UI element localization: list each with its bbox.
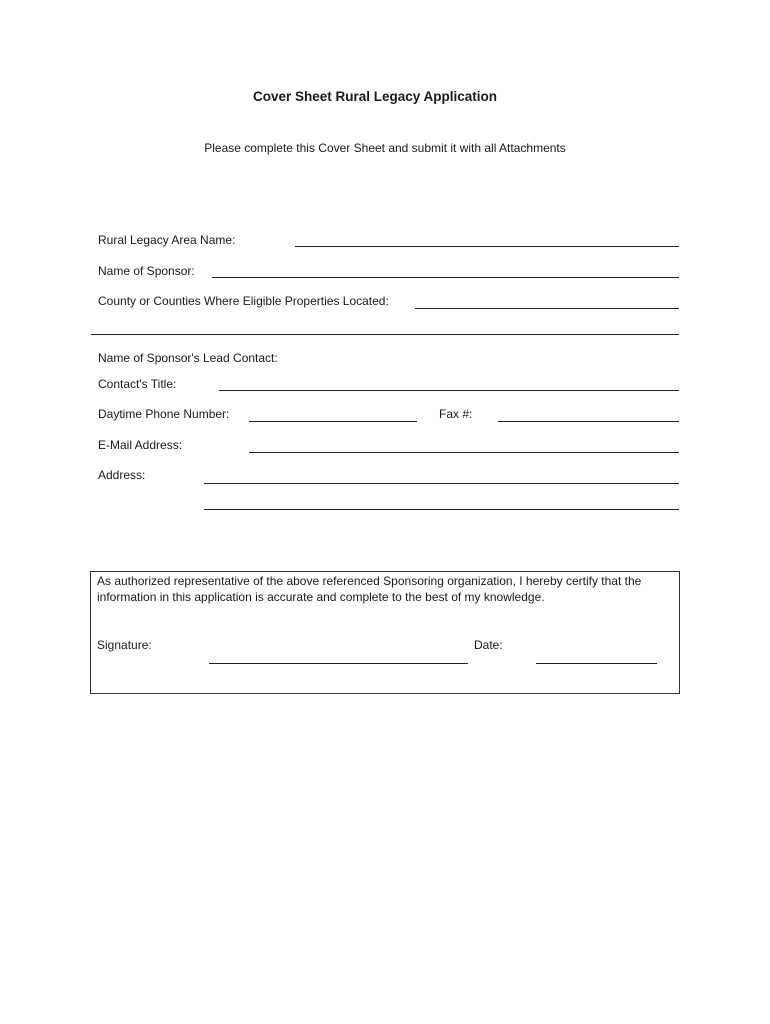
email-field[interactable] bbox=[249, 452, 679, 453]
area-name-label: Rural Legacy Area Name: bbox=[98, 233, 236, 247]
contact-title-label: Contact's Title: bbox=[98, 377, 177, 391]
page-subtitle: Please complete this Cover Sheet and submit it with all Attachments bbox=[204, 141, 566, 155]
contact-title-field[interactable] bbox=[219, 390, 679, 391]
date-label: Date: bbox=[474, 638, 503, 652]
date-field[interactable] bbox=[536, 663, 657, 664]
fax-label: Fax #: bbox=[439, 407, 473, 421]
certification-text: As authorized representative of the above referenced Sponsoring organization, I hereby certify that the information in this application is accurate and complete to the best of my knowledge. bbox=[97, 574, 642, 604]
section-divider bbox=[91, 334, 679, 335]
lead-contact-label: Name of Sponsor's Lead Contact: bbox=[98, 351, 278, 365]
fax-field[interactable] bbox=[498, 421, 679, 422]
area-name-field[interactable] bbox=[295, 246, 679, 247]
signature-label: Signature: bbox=[97, 638, 152, 652]
sponsor-label: Name of Sponsor: bbox=[98, 264, 195, 278]
county-label: County or Counties Where Eligible Properties Located: bbox=[98, 294, 389, 308]
sponsor-field[interactable] bbox=[212, 277, 679, 278]
address-field-line-2[interactable] bbox=[204, 509, 679, 510]
page-title: Cover Sheet Rural Legacy Application bbox=[252, 89, 498, 104]
signature-field[interactable] bbox=[209, 663, 468, 664]
email-label: E-Mail Address: bbox=[98, 438, 183, 452]
county-field[interactable] bbox=[415, 308, 679, 309]
address-field-line-1[interactable] bbox=[204, 483, 679, 484]
address-label: Address: bbox=[98, 468, 146, 482]
phone-field[interactable] bbox=[249, 421, 417, 422]
phone-label: Daytime Phone Number: bbox=[98, 407, 230, 421]
